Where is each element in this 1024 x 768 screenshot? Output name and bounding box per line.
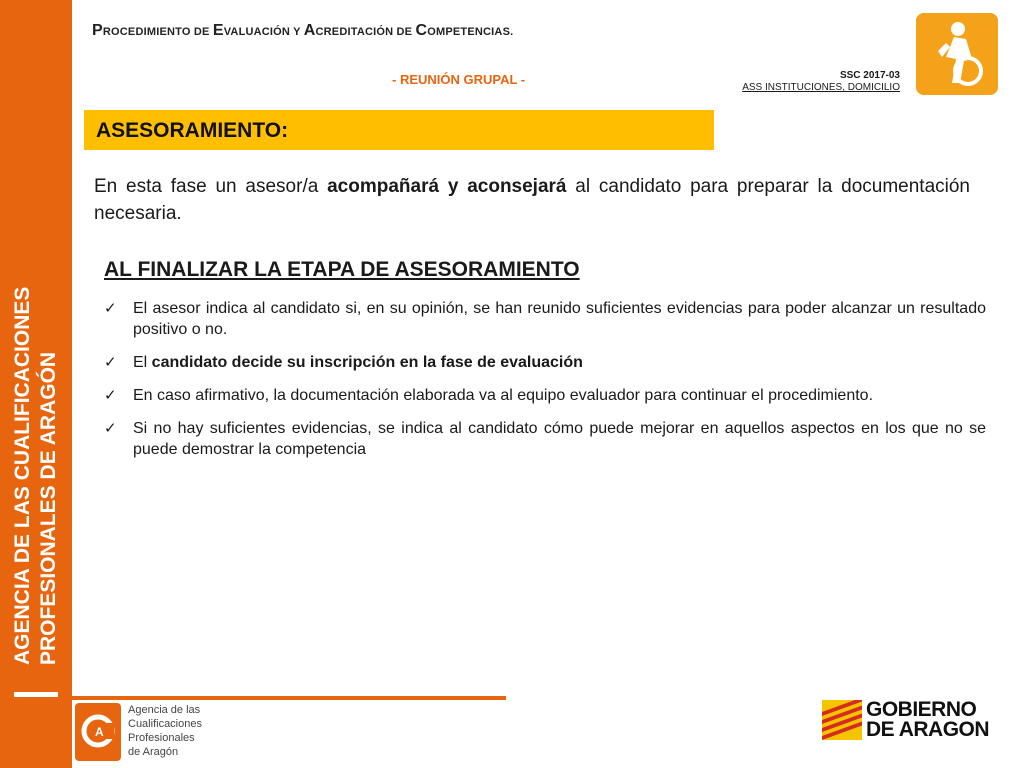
list-item — [104, 352, 986, 373]
list-item-text: En caso afirmativo, la documentación elaborada va al equipo evaluador para continuar el procedimiento. — [133, 387, 874, 404]
svg-text:A: A — [95, 725, 104, 739]
reference-code: SSC 2017-03 — [839, 70, 900, 81]
page-subtitle: - REUNIÓN GRUPAL - — [392, 72, 526, 87]
sidebar — [0, 0, 72, 768]
check-icon: ✓ — [104, 387, 117, 404]
agency-line-2: Cualificaciones — [128, 718, 202, 730]
agency-logo-icon — [75, 703, 121, 761]
subheading: AL FINALIZAR LA ETAPA DE ASESORAMIENTO — [104, 258, 580, 281]
intro-text-bold: acompañará y aconsejará — [327, 176, 567, 197]
agency-name — [128, 703, 202, 759]
reference-link[interactable]: ASS INSTITUCIONES, DOMICILIO — [742, 82, 900, 93]
check-icon: ✓ — [104, 354, 117, 371]
reference-block — [742, 70, 900, 94]
agency-line-3: Profesionales — [128, 732, 195, 744]
list-item-text: El asesor indica al candidato si, en su opinión, se han reunido suficientes evidencias para poder alcanzar un resultado positivo o no. — [133, 300, 986, 338]
check-icon: ✓ — [104, 420, 117, 437]
title-part-3: CREDITACIÓN DE — [315, 26, 416, 38]
title-part-1: ROCEDIMIENTO DE — [102, 26, 213, 38]
list-item — [104, 298, 986, 340]
intro-paragraph — [94, 173, 970, 227]
title-cap-c: C — [415, 22, 428, 39]
list-item-text: Si no hay suficientes evidencias, se indica al candidato cómo puede mejorar en aquellos aspectos en los que no se puede demostrar la competencia — [133, 420, 986, 458]
government-name — [866, 700, 989, 740]
sidebar-line-2: PROFESIONALES DE ARAGÓN — [37, 351, 60, 665]
title-cap-e: E — [212, 22, 224, 39]
title-part-2: VALUACIÓN Y — [223, 26, 304, 38]
footer-divider — [72, 696, 506, 700]
list-item-text: El — [133, 354, 152, 371]
list-item — [104, 385, 986, 406]
gov-line-1: GOBIERNO — [866, 698, 977, 721]
title-part-4: OMPETENCIAS. — [427, 26, 514, 38]
title-cap-a: A — [303, 22, 316, 39]
check-icon: ✓ — [104, 300, 117, 317]
section-header-bar — [84, 110, 714, 150]
title-cap-p: P — [92, 22, 103, 39]
gov-line-2: DE ARAGON — [866, 718, 990, 741]
list-item — [104, 418, 986, 460]
section-title: ASESORAMIENTO: — [96, 119, 289, 142]
agency-line-1: Agencia de las — [128, 704, 201, 716]
header — [92, 22, 526, 87]
agency-line-4: de Aragón — [128, 746, 179, 758]
page-title — [92, 22, 513, 40]
bullet-list — [104, 298, 986, 472]
sidebar-line-1: AGENCIA DE LAS CUALIFICACIONES — [11, 286, 34, 665]
sidebar-divider — [14, 692, 58, 697]
wheelchair-person-icon — [916, 13, 998, 95]
intro-text-end: al candidato para preparar la documentación necesaria. — [94, 176, 971, 224]
sidebar-agency-name — [10, 195, 62, 665]
list-item-bold: candidato decide su inscripción en la fase de evaluación — [151, 354, 583, 371]
intro-text-start: En esta fase un asesor/a — [94, 176, 328, 197]
aragon-flag-icon — [822, 700, 862, 740]
